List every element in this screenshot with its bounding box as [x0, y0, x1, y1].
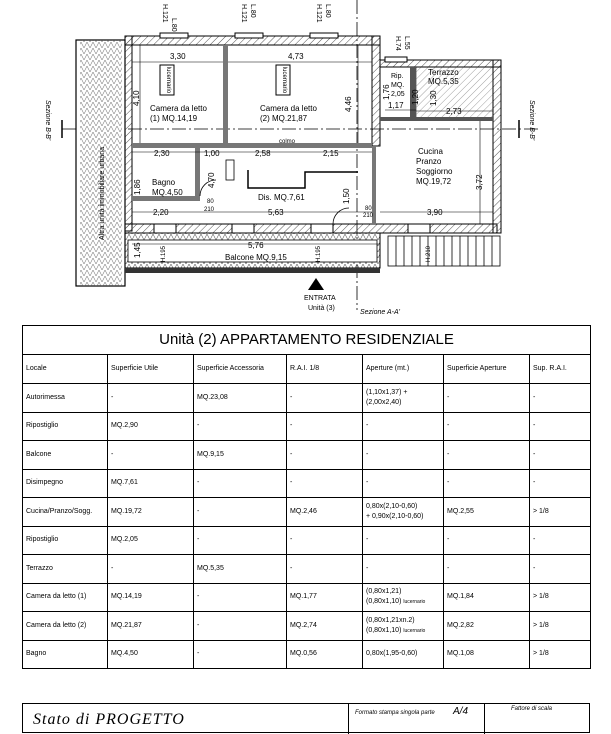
- cell-sup-aperture: MQ.2,82: [444, 612, 530, 641]
- cell-sup-rai: -: [530, 384, 591, 413]
- aperture-part: 0,80x(1,95-0,60): [366, 650, 418, 658]
- table-row: [23, 612, 591, 641]
- dim-100: 1,00: [204, 149, 220, 158]
- aperture-part: (0,80x1,10): [366, 626, 402, 634]
- aperture-part: (2,00x2,40): [366, 398, 402, 406]
- cell-accessoria: -: [194, 640, 287, 669]
- cell-rai: -: [287, 469, 363, 498]
- dim-563: 5,63: [268, 208, 284, 217]
- door-cucina-w: 80: [365, 206, 372, 212]
- dim-186: 1,86: [133, 179, 142, 195]
- cell-sup-aperture: MQ.1,84: [444, 583, 530, 612]
- table-row: [23, 526, 591, 555]
- cell-sup-rai: > 1/8: [530, 612, 591, 641]
- door-bal1-h: H.195: [161, 245, 167, 262]
- cell-sup-aperture: -: [444, 555, 530, 584]
- col-sup-rai: Sup. R.A.I.: [530, 355, 591, 384]
- aperture-part: lucernario: [403, 599, 426, 606]
- camera1-name: Camera da letto: [150, 104, 207, 113]
- door-ext-h: H.210: [426, 245, 432, 262]
- table-row: [23, 583, 591, 612]
- table-row: [23, 412, 591, 441]
- dim-117: 1,17: [388, 101, 404, 110]
- bagno-name: Bagno: [152, 178, 176, 187]
- cell-rai: -: [287, 384, 363, 413]
- win2-h: H.121: [240, 4, 247, 23]
- dim-150: 1,50: [342, 188, 351, 204]
- terrazzo-name: Terrazzo: [428, 68, 459, 77]
- dim-220: 2,20: [153, 208, 169, 217]
- cell-sup-rai: -: [530, 469, 591, 498]
- cell-accessoria: -: [194, 612, 287, 641]
- dim-273: 2,73: [446, 107, 462, 116]
- cucina-line2: Pranzo: [416, 157, 442, 166]
- rip-name: Rip.: [391, 73, 404, 80]
- col-locale: Locale: [23, 355, 108, 384]
- col-accessoria: Superficie Accessoria: [194, 355, 287, 384]
- camera1-area: (1) MQ.14,19: [150, 114, 198, 123]
- win4-h: H.74: [394, 36, 401, 51]
- cell-aperture: [363, 412, 444, 441]
- cell-rai: MQ.2,46: [287, 498, 363, 527]
- cell-locale: Balcone: [23, 441, 108, 470]
- cell-sup-rai: -: [530, 555, 591, 584]
- dim-390: 3,90: [427, 208, 443, 217]
- formato-value: A/4: [453, 706, 469, 717]
- dim-130: 1,30: [429, 90, 438, 106]
- cucina-area: MQ.19,72: [416, 177, 452, 186]
- cell-utile: -: [108, 384, 194, 413]
- camera2-area: (2) MQ.21,87: [260, 114, 308, 123]
- win3-w: L.80: [324, 4, 331, 18]
- dim-330: 3,30: [170, 52, 186, 61]
- cell-accessoria: -: [194, 469, 287, 498]
- dim-258: 2,58: [255, 149, 271, 158]
- cell-rai: MQ.0,56: [287, 640, 363, 669]
- cell-locale: Ripostiglio: [23, 412, 108, 441]
- cell-utile: MQ.2,05: [108, 526, 194, 555]
- aperture-part: (0,80x1,21): [366, 588, 402, 596]
- aperture-part: (1,10x1,37) +: [366, 388, 408, 396]
- cell-aperture: [363, 583, 444, 612]
- cell-rai: -: [287, 441, 363, 470]
- win2-w: L.80: [249, 4, 256, 18]
- cell-locale: Autorimessa: [23, 384, 108, 413]
- cell-sup-rai: > 1/8: [530, 583, 591, 612]
- cell-locale: Disimpegno: [23, 469, 108, 498]
- cell-locale: Cucina/Pranzo/Sogg.: [23, 498, 108, 527]
- cell-aperture: [363, 555, 444, 584]
- dim-145: 1,45: [133, 242, 142, 258]
- aperture-part: -: [366, 564, 369, 572]
- cell-sup-aperture: MQ.1,08: [444, 640, 530, 669]
- cell-sup-rai: -: [530, 441, 591, 470]
- cell-sup-rai: -: [530, 412, 591, 441]
- stato-label: Stato di PROGETTO: [33, 711, 185, 728]
- dim-446: 4,46: [344, 96, 353, 112]
- camera2-name: Camera da letto: [260, 104, 317, 113]
- win1-w: L.80: [170, 18, 177, 32]
- cell-utile: MQ.19,72: [108, 498, 194, 527]
- aperture-part: -: [366, 422, 369, 430]
- cell-rai: -: [287, 526, 363, 555]
- table-row: [23, 640, 591, 669]
- entrance-arrow-icon: [308, 278, 324, 290]
- aperture-part: -: [366, 536, 369, 544]
- cell-aperture: [363, 469, 444, 498]
- cell-sup-aperture: -: [444, 412, 530, 441]
- rip-mq: MQ.: [391, 82, 405, 89]
- bagno-area: MQ.4,50: [152, 188, 183, 197]
- cell-accessoria: MQ.5,35: [194, 555, 287, 584]
- dim-372: 3,72: [475, 174, 484, 190]
- door-cucina-h: 210: [363, 213, 374, 219]
- cell-accessoria: -: [194, 412, 287, 441]
- cell-locale: Ripostiglio: [23, 526, 108, 555]
- table-title: Unità (2) APPARTAMENTO RESIDENZIALE: [23, 326, 591, 355]
- sezione-bb-right: Sezione B-B': [528, 100, 535, 141]
- win4-w: L.55: [403, 36, 410, 50]
- cell-sup-rai: > 1/8: [530, 498, 591, 527]
- cell-utile: MQ.14,19: [108, 583, 194, 612]
- dim-120: 1,20: [411, 89, 420, 105]
- cell-accessoria: -: [194, 526, 287, 555]
- win3-h: H.121: [315, 4, 322, 23]
- cell-sup-aperture: -: [444, 441, 530, 470]
- cell-sup-aperture: -: [444, 526, 530, 555]
- colmo-label: colmo: [279, 139, 296, 145]
- dim-470: 4,70: [207, 172, 216, 188]
- aperture-part: (0,80x1,10): [366, 598, 402, 606]
- cell-rai: MQ.2,74: [287, 612, 363, 641]
- cell-rai: -: [287, 412, 363, 441]
- cell-utile: -: [108, 441, 194, 470]
- cell-rai: -: [287, 555, 363, 584]
- table-row: [23, 469, 591, 498]
- table-row: [23, 498, 591, 527]
- lucernario-2-label: lucernario: [281, 66, 287, 94]
- altra-unita-label: Altra unità immobiliare urbana: [99, 147, 106, 240]
- cell-locale: Camera da letto (1): [23, 583, 108, 612]
- cell-rai: MQ.1,77: [287, 583, 363, 612]
- cell-sup-rai: -: [530, 526, 591, 555]
- cell-accessoria: MQ.9,15: [194, 441, 287, 470]
- footer: [22, 703, 590, 733]
- cell-sup-aperture: -: [444, 469, 530, 498]
- entrata-unit: Unità (3): [308, 305, 335, 312]
- unit-table: [22, 325, 591, 669]
- cell-locale: Terrazzo: [23, 555, 108, 584]
- table-row: [23, 441, 591, 470]
- cell-aperture: [363, 526, 444, 555]
- formato-label: Formato stampa singola parte: [355, 710, 435, 716]
- cell-utile: -: [108, 555, 194, 584]
- aperture-part: lucernario: [403, 627, 426, 634]
- cell-sup-aperture: -: [444, 384, 530, 413]
- col-utile: Superficie Utile: [108, 355, 194, 384]
- door-bagno-h: 210: [204, 207, 215, 213]
- dim-230: 2,30: [154, 149, 170, 158]
- scala-box: [484, 704, 590, 734]
- cucina-line1: Cucina: [418, 147, 443, 156]
- cell-locale: Bagno: [23, 640, 108, 669]
- aperture-part: (0,80x1,21xn.2): [366, 616, 415, 624]
- floor-plan: [0, 0, 611, 322]
- rip-area: 2,05: [391, 91, 405, 98]
- cell-sup-aperture: MQ.2,55: [444, 498, 530, 527]
- sezione-bb-left: Sezione B-B': [44, 100, 51, 141]
- sezione-aa-label: Sezione A-A': [360, 309, 400, 316]
- cucina-line3: Soggiorno: [416, 167, 453, 176]
- cell-aperture: [363, 640, 444, 669]
- formato-box: [348, 704, 485, 734]
- door-bal2-h: H.195: [316, 245, 322, 262]
- cell-utile: MQ.7,61: [108, 469, 194, 498]
- cell-aperture: [363, 441, 444, 470]
- dim-576: 5,76: [248, 241, 264, 250]
- dim-410: 4,10: [132, 90, 141, 106]
- col-sup-aperture: Superficie Aperture: [444, 355, 530, 384]
- cell-accessoria: MQ.23,08: [194, 384, 287, 413]
- table-header-row: [23, 355, 591, 384]
- cell-locale: Camera da letto (2): [23, 612, 108, 641]
- aperture-part: -: [366, 479, 369, 487]
- dim-176: 1,76: [382, 84, 391, 100]
- table-row: [23, 384, 591, 413]
- cell-utile: MQ.2,90: [108, 412, 194, 441]
- col-rai: R.A.I. 1/8: [287, 355, 363, 384]
- col-aperture: Aperture (mt.): [363, 355, 444, 384]
- aperture-part: + 0,90x(2,10-0,60): [366, 512, 424, 520]
- entrata-label: ENTRATA: [304, 295, 336, 302]
- terrazzo-area: MQ.5,35: [428, 77, 459, 86]
- dim-473: 4,73: [288, 52, 304, 61]
- table-row: [23, 555, 591, 584]
- cell-aperture: [363, 498, 444, 527]
- fattore-label: Fattore di scala: [511, 706, 553, 712]
- dim-215: 2,15: [323, 149, 339, 158]
- cell-aperture: [363, 612, 444, 641]
- cell-accessoria: -: [194, 498, 287, 527]
- cell-sup-rai: > 1/8: [530, 640, 591, 669]
- cell-aperture: [363, 384, 444, 413]
- balcone-label: Balcone MQ.9,15: [225, 253, 287, 262]
- win1-h: H.121: [161, 4, 168, 23]
- lucernario-1-label: lucernario: [165, 66, 171, 94]
- dis-label: Dis. MQ.7,61: [258, 193, 305, 202]
- aperture-part: 0,80x(2,10-0,60): [366, 502, 418, 510]
- aperture-part: -: [366, 450, 369, 458]
- cell-utile: MQ.4,50: [108, 640, 194, 669]
- cell-accessoria: -: [194, 583, 287, 612]
- door-bagno-w: 80: [207, 199, 214, 205]
- cell-utile: MQ.21,87: [108, 612, 194, 641]
